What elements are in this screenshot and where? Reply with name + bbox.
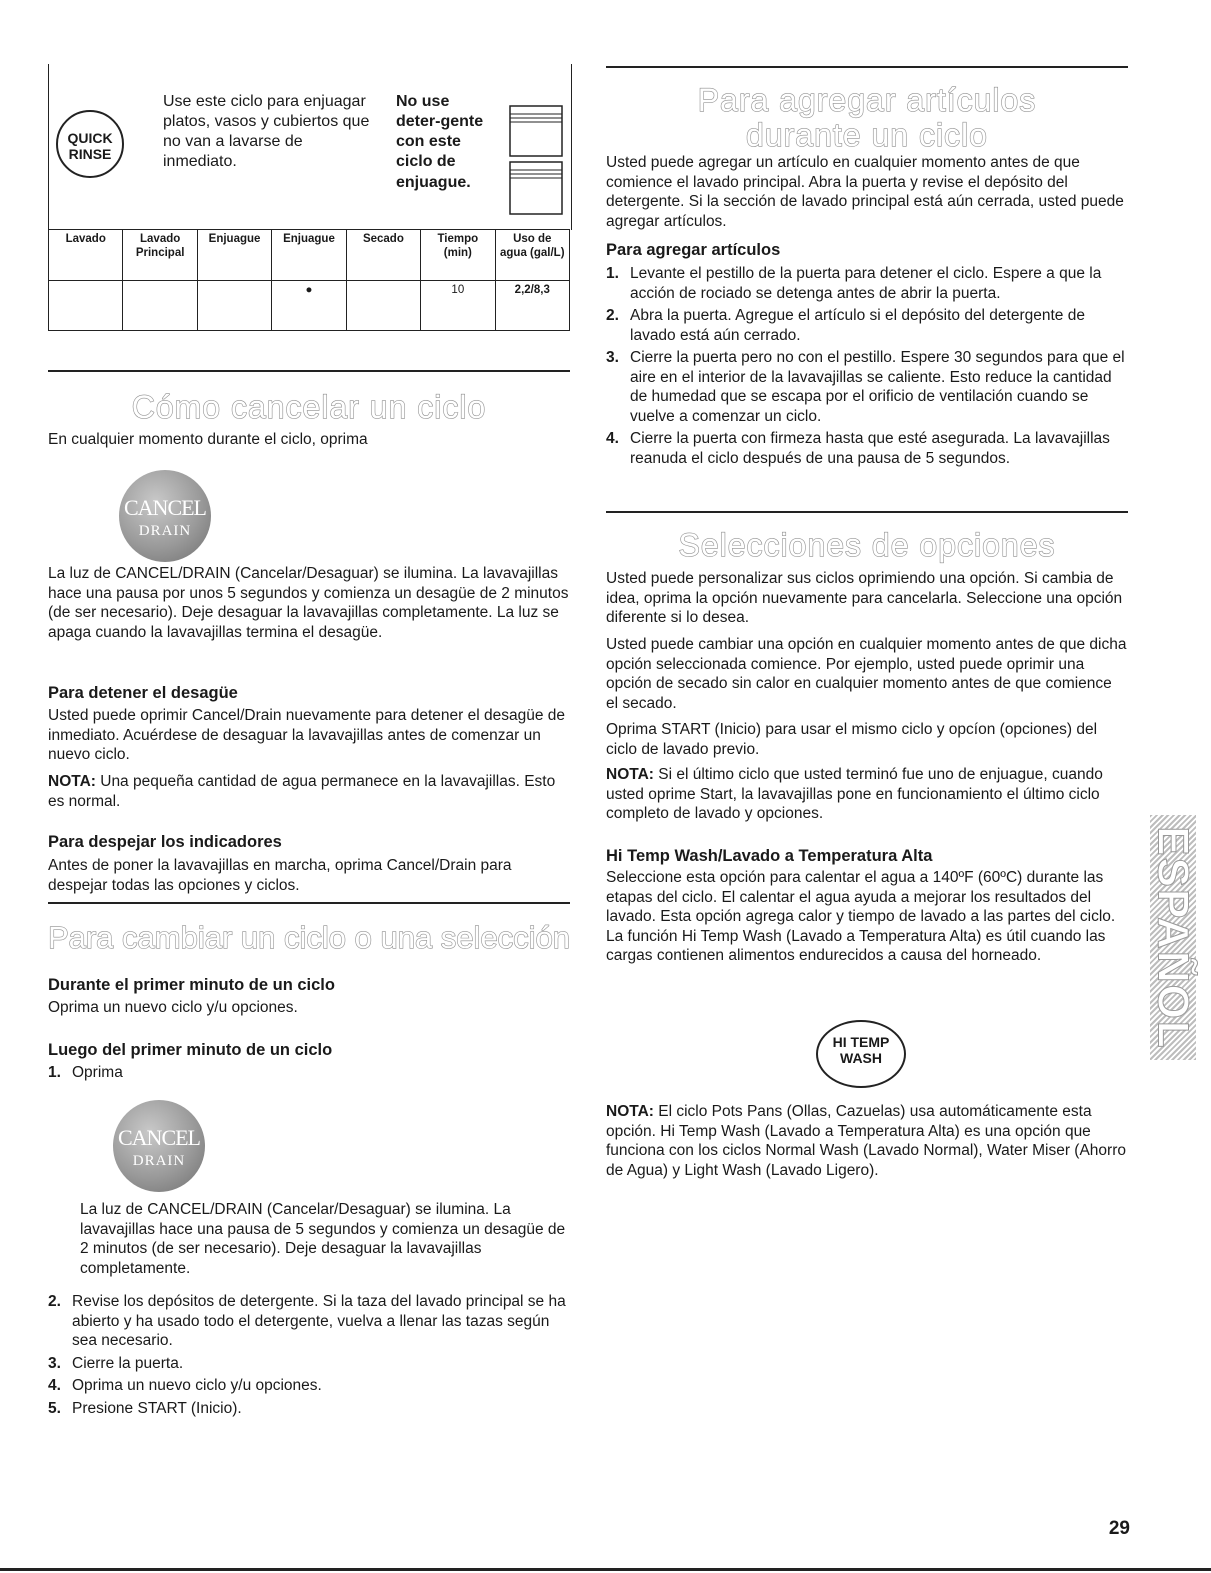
list-text: Levante el pestillo de la puerta para detener el ciclo. Espere a que la acción de rociado se detenga antes de abrir la puerta. [630, 265, 1102, 302]
quick-rinse-description: Use este ciclo para enjuagar platos, vasos y cubiertos que no van a lavarse de inmediato. [163, 93, 370, 171]
table-cell: 10 [421, 281, 495, 331]
language-tab-label: ESPAÑOL [1148, 825, 1198, 1050]
list-number: 2. [606, 307, 619, 325]
list-item [48, 1292, 570, 1351]
list-number: 5. [48, 1399, 61, 1417]
table-cell [49, 281, 123, 331]
options-note [606, 765, 1128, 824]
divider [48, 902, 570, 904]
table-cell: 2,2/8,3 [495, 281, 569, 331]
change-steps [48, 1292, 570, 1418]
list-number: 1. [606, 265, 619, 282]
table-header: Enjuague [197, 230, 271, 281]
note-text: El ciclo Pots Pans (Ollas, Cazuelas) usa automáticamente esta opción. Hi Temp Wash (Lavado a Temperatura Alta) es una opción que funciona con los ciclos Normal Wash (Lavado Normal), Water Miser (Ahorro de Agua) y Light Wash (Lavado Ligero). [606, 1103, 1126, 1179]
add-items-title-line2: durante un ciclo [746, 117, 988, 153]
list-number: 2. [48, 1293, 61, 1310]
divider [606, 66, 1128, 68]
table-header: Secado [346, 230, 420, 281]
bottom-border [0, 1568, 1211, 1571]
list-item [606, 264, 1128, 303]
hi-temp-badge-line1: HI TEMP [832, 1034, 890, 1050]
note-label: NOTA: [606, 1103, 654, 1120]
quick-rinse-badge-line2: RINSE [68, 146, 112, 163]
options-p1: Usted puede personalizar sus ciclos oprimiendo una opción. Si cambia de idea, oprima la opción nuevamente para cancelarla. Seleccione una opción diferente si lo desea. [606, 570, 1123, 627]
dial-label: CANCEL [118, 1125, 200, 1150]
first-minute-body: Oprima un nuevo ciclo y/u opciones. [48, 999, 298, 1016]
table-header: Tiempo (min) [421, 230, 495, 281]
clear-indicators-heading: Para despejar los indicadores [48, 833, 282, 851]
cancel-section-title: Cómo cancelar un ciclo [131, 389, 487, 425]
options-p3: Oprima START (Inicio) para usar el mismo ciclo y opcíon (opciones) del ciclo de lavado previo. [606, 721, 1098, 758]
list-item [606, 306, 1128, 345]
page-number: 29 [1108, 1518, 1130, 1539]
add-items-steps [606, 264, 1128, 468]
table-row [49, 281, 570, 331]
note-text: Si el último ciclo que usted terminó fue uno de enjuague, cuando usted oprime Start, la lavavajillas pone en funcionamiento el último ciclo completo de lavado y opciones. [606, 766, 1103, 823]
dial-sublabel: DRAIN [132, 1152, 186, 1169]
dispenser-icon [508, 104, 564, 216]
stop-drain-body: Usted puede oprimir Cancel/Drain nuevamente para detener el desagüe de inmediato. Acuérdese de desaguar la lavavajillas antes de comenzar un nuevo ciclo. [48, 707, 565, 764]
hi-temp-heading: Hi Temp Wash/Lavado a Temperatura Alta [606, 847, 933, 865]
table-header: Uso de agua (gal/L) [495, 230, 569, 281]
list-text: Cierre la puerta. [72, 1354, 184, 1372]
table-header: Lavado [49, 230, 123, 281]
table-cell [346, 281, 420, 331]
cancel-intro: En cualquier momento durante el ciclo, oprima [48, 431, 368, 448]
cycle-table [48, 229, 570, 331]
list-text: Presione START (Inicio). [72, 1399, 242, 1417]
list-item [48, 1063, 570, 1083]
step1-body: La luz de CANCEL/DRAIN (Cancelar/Desaguar) se ilumina. La lavavajillas hace una pausa de 5 segundos y comienza un desagüe de 2 minutos (de ser necesario). Deje desaguar la lavavajillas completamente. [80, 1201, 566, 1277]
list-text: Oprima [72, 1064, 123, 1081]
dial-label: CANCEL [124, 495, 206, 520]
list-text: Oprima un nuevo ciclo y/u opciones. [72, 1377, 322, 1395]
list-number: 4. [48, 1377, 61, 1395]
clear-indicators-body: Antes de poner la lavavajillas en marcha, oprima Cancel/Drain para despejar todas las opciones y ciclos. [48, 857, 512, 894]
quick-rinse-badge [56, 110, 124, 178]
table-cell [197, 281, 271, 331]
table-header: Lavado Principal [123, 230, 197, 281]
list-item [606, 429, 1128, 468]
hi-temp-badge-line2: WASH [840, 1050, 882, 1067]
list-item [48, 1376, 570, 1396]
table-cell: ● [272, 281, 346, 331]
after-minute-heading: Luego del primer minuto de un ciclo [48, 1041, 333, 1059]
list-number: 4. [606, 430, 619, 448]
list-text: Cierre la puerta pero no con el pestillo. Espere 30 segundos para que el aire en el interior de la lavavajillas se caliente. Esto reduce la cantidad de humedad que se escapa por el orificio de ventilación cuando se vuelve a comenzar un ciclo. [630, 349, 1125, 425]
list-text: Cierre la puerta con firmeza hasta que esté asegurada. La lavavajillas reanuda el ciclo después de una pausa de 5 segundos. [630, 430, 1110, 467]
note-text: Una pequeña cantidad de agua permanece en la lavavajillas. Esto es normal. [48, 773, 556, 810]
list-number: 1. [48, 1064, 61, 1081]
hi-temp-body: Seleccione esta opción para calentar el agua a 140ºF (60ºC) durante las etapas del ciclo. El calentar el agua ayuda a mejorar los resultados del lavado. Esta opción agrega calor y tiempo de lavado a las partes del ciclo. La función Hi Temp Wash (Lavado a Temperatura Alta) es útil cuando las cargas contienen alimentos endurecidos a causa del horneado. [606, 869, 1116, 965]
add-items-intro: Usted puede agregar un artículo en cualquier momento antes de que comience el lavado principal. Abra la puerta y revise el depósito del detergente. Si la sección de lavado principal está aún cerrada, usted puede agregar artículos. [606, 154, 1124, 230]
note-label: NOTA: [48, 773, 96, 790]
change-section-title: Para cambiar un ciclo o una selección [47, 920, 571, 955]
list-text: Abra la puerta. Agregue el artículo si el depósito del detergente de lavado está aún cerrado. [630, 307, 1085, 344]
table-header: Enjuague [272, 230, 346, 281]
hi-temp-wash-button[interactable] [816, 1020, 906, 1088]
cancel-drain-button[interactable] [119, 470, 211, 562]
list-item [48, 1399, 570, 1419]
cancel-note [48, 772, 570, 811]
list-text: Revise los depósitos de detergente. Si la taza del lavado principal se ha abierto y ha usado todo el detergente, vuelva a llenar las tazas según sea necesario. [72, 1293, 566, 1350]
add-items-title-line1: Para agregar artículos [697, 82, 1037, 118]
stop-drain-heading: Para detener el desagüe [48, 684, 238, 702]
list-item [48, 1354, 570, 1374]
options-note2 [606, 1102, 1128, 1180]
list-number: 3. [48, 1354, 61, 1372]
quick-rinse-warning: No use deter-gente con este ciclo de enjuague. [396, 93, 484, 191]
list-item [606, 348, 1128, 426]
options-p2: Usted puede cambiar una opción en cualquier momento antes de que dicha opción seleccionada comience. Por ejemplo, usted puede oprimir una opción de secado sin calor en cualquier momento antes de que comience el secado. [606, 636, 1127, 712]
note-label: NOTA: [606, 766, 654, 783]
cancel-drain-button[interactable] [113, 1100, 205, 1192]
divider [606, 511, 1128, 513]
options-section-title: Selecciones de opciones [678, 527, 1056, 563]
divider [48, 370, 570, 372]
cycle-table-header [49, 230, 570, 281]
language-tab [1150, 815, 1196, 1060]
first-minute-heading: Durante el primer minuto de un ciclo [48, 976, 335, 994]
add-items-heading: Para agregar artículos [606, 241, 781, 259]
quick-rinse-badge-line1: QUICK [67, 130, 113, 146]
table-cell [123, 281, 197, 331]
dial-sublabel: DRAIN [138, 522, 192, 539]
list-number: 3. [606, 349, 619, 367]
cancel-body: La luz de CANCEL/DRAIN (Cancelar/Desaguar) se ilumina. La lavavajillas hace una pausa por unos 5 segundos y comienza un desagüe de 2 minutos (de ser necesario). Deje desaguar la lavavajillas completamente. La luz se apaga cuando la lavavajillas termina el desagüe. [48, 565, 569, 641]
